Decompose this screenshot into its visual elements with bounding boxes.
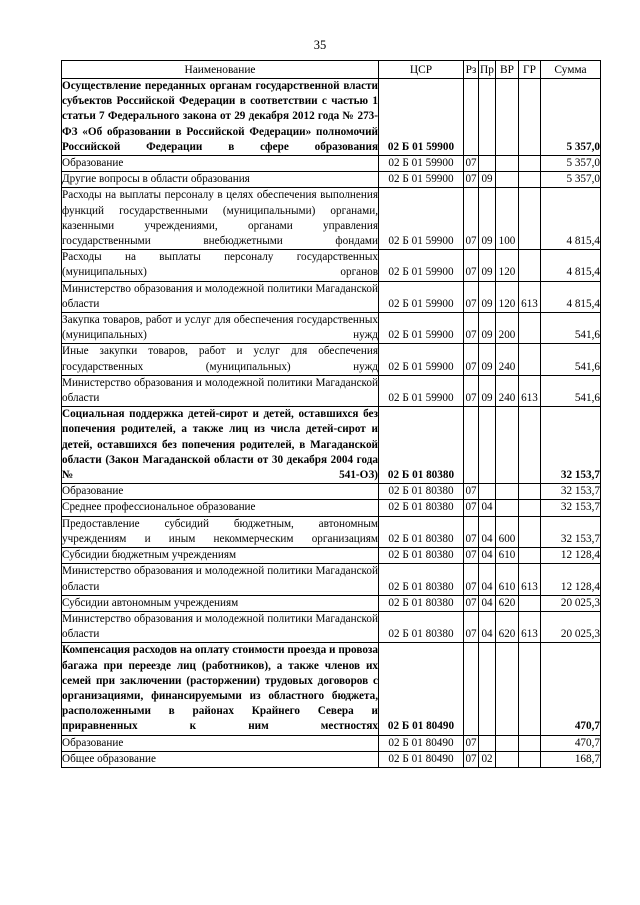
row-sum-cell: 5 357,0 — [541, 156, 601, 172]
table-row — [62, 500, 601, 516]
row-sum-cell: 4 815,4 — [541, 281, 601, 312]
row-sum-cell: 470,7 — [541, 735, 601, 751]
row-csr-cell: 02 Б 01 80490 — [379, 735, 464, 751]
row-rz-cell: 07 — [464, 500, 479, 516]
row-rz-cell: 07 — [464, 735, 479, 751]
row-name-cell: Социальная поддержка детей-сирот и детей, оставшихся без попечения родителей, а также лиц из числа детей-сирот и детей, оставшихся без попечения родителей, в Магаданской области (Закон Магаданской области от 30 декабря 2004 года № 541-ОЗ) — [62, 407, 379, 484]
row-gr-cell — [519, 156, 541, 172]
row-pr-cell: 04 — [479, 611, 496, 642]
row-pr-cell — [479, 407, 496, 484]
row-pr-cell — [479, 735, 496, 751]
row-name-cell: Министерство образования и молодежной политики Магаданской области — [62, 611, 379, 642]
table-row — [62, 643, 601, 735]
column-header-sum: Сумма — [541, 61, 601, 79]
row-csr-cell: 02 Б 01 59900 — [379, 375, 464, 406]
row-sum-cell: 4 815,4 — [541, 188, 601, 250]
row-csr-cell: 02 Б 01 80380 — [379, 500, 464, 516]
row-sum-cell: 20 025,3 — [541, 595, 601, 611]
table-row — [62, 751, 601, 767]
table-header-row — [62, 61, 601, 79]
row-gr-cell — [519, 751, 541, 767]
row-pr-cell: 09 — [479, 172, 496, 188]
row-pr-cell: 09 — [479, 313, 496, 344]
table-row — [62, 250, 601, 281]
row-name-cell: Другие вопросы в области образования — [62, 172, 379, 188]
table-row — [62, 516, 601, 547]
row-name-cell: Предоставление субсидий бюджетным, автономным учреждениям и иным некоммерческим организациям — [62, 516, 379, 547]
row-pr-cell: 09 — [479, 281, 496, 312]
row-pr-cell: 09 — [479, 375, 496, 406]
row-name-cell: Министерство образования и молодежной политики Магаданской области — [62, 375, 379, 406]
row-name-cell: Общее образование — [62, 751, 379, 767]
table-row — [62, 611, 601, 642]
row-gr-cell — [519, 344, 541, 375]
row-csr-cell: 02 Б 01 80490 — [379, 643, 464, 735]
row-sum-cell: 541,6 — [541, 313, 601, 344]
row-csr-cell: 02 Б 01 80380 — [379, 548, 464, 564]
row-rz-cell: 07 — [464, 313, 479, 344]
row-rz-cell: 07 — [464, 156, 479, 172]
table-body — [62, 79, 601, 768]
row-sum-cell: 32 153,7 — [541, 516, 601, 547]
row-pr-cell: 09 — [479, 188, 496, 250]
row-csr-cell: 02 Б 01 59900 — [379, 250, 464, 281]
row-vr-cell — [496, 156, 519, 172]
row-rz-cell: 07 — [464, 751, 479, 767]
row-csr-cell: 02 Б 01 59900 — [379, 156, 464, 172]
row-vr-cell — [496, 484, 519, 500]
row-sum-cell: 32 153,7 — [541, 484, 601, 500]
row-rz-cell — [464, 407, 479, 484]
row-gr-cell — [519, 500, 541, 516]
row-csr-cell: 02 Б 01 59900 — [379, 313, 464, 344]
row-vr-cell — [496, 500, 519, 516]
row-rz-cell: 07 — [464, 281, 479, 312]
row-pr-cell: 04 — [479, 564, 496, 595]
row-csr-cell: 02 Б 01 80380 — [379, 484, 464, 500]
row-sum-cell: 541,6 — [541, 344, 601, 375]
table-row — [62, 156, 601, 172]
row-gr-cell: 613 — [519, 611, 541, 642]
row-rz-cell — [464, 643, 479, 735]
row-vr-cell — [496, 172, 519, 188]
row-rz-cell: 07 — [464, 375, 479, 406]
table-row — [62, 188, 601, 250]
table-row — [62, 595, 601, 611]
row-name-cell: Субсидии автономным учреждениям — [62, 595, 379, 611]
row-gr-cell: 613 — [519, 564, 541, 595]
row-gr-cell: 613 — [519, 281, 541, 312]
row-vr-cell — [496, 407, 519, 484]
row-vr-cell: 100 — [496, 188, 519, 250]
row-sum-cell: 541,6 — [541, 375, 601, 406]
row-gr-cell — [519, 188, 541, 250]
row-rz-cell: 07 — [464, 595, 479, 611]
row-pr-cell: 09 — [479, 250, 496, 281]
row-vr-cell: 240 — [496, 375, 519, 406]
row-gr-cell — [519, 407, 541, 484]
row-rz-cell: 07 — [464, 484, 479, 500]
column-header-gr: ГР — [519, 61, 541, 79]
row-sum-cell: 12 128,4 — [541, 564, 601, 595]
row-vr-cell: 200 — [496, 313, 519, 344]
page-number: 35 — [313, 38, 327, 52]
row-sum-cell: 32 153,7 — [541, 500, 601, 516]
row-pr-cell: 04 — [479, 548, 496, 564]
row-csr-cell: 02 Б 01 80380 — [379, 407, 464, 484]
table-row — [62, 313, 601, 344]
row-name-cell: Министерство образования и молодежной политики Магаданской области — [62, 281, 379, 312]
row-pr-cell — [479, 79, 496, 156]
row-vr-cell: 120 — [496, 281, 519, 312]
row-sum-cell: 32 153,7 — [541, 407, 601, 484]
row-name-cell: Образование — [62, 484, 379, 500]
row-rz-cell: 07 — [464, 516, 479, 547]
row-name-cell: Образование — [62, 735, 379, 751]
table-row — [62, 79, 601, 156]
row-name-cell: Субсидии бюджетным учреждениям — [62, 548, 379, 564]
row-vr-cell: 120 — [496, 250, 519, 281]
table-row — [62, 484, 601, 500]
row-vr-cell — [496, 79, 519, 156]
budget-table — [61, 60, 601, 768]
row-sum-cell: 5 357,0 — [541, 79, 601, 156]
row-rz-cell — [464, 79, 479, 156]
row-name-cell: Расходы на выплаты персоналу в целях обеспечения выполнения функций государственными (муниципальными) органами, казенными учреждениями, органами управления государственными внебюджетными фондами — [62, 188, 379, 250]
row-gr-cell — [519, 516, 541, 547]
column-header-name: Наименование — [62, 61, 379, 79]
row-vr-cell: 600 — [496, 516, 519, 547]
row-gr-cell — [519, 735, 541, 751]
row-sum-cell: 5 357,0 — [541, 172, 601, 188]
row-name-cell: Министерство образования и молодежной политики Магаданской области — [62, 564, 379, 595]
row-vr-cell — [496, 643, 519, 735]
row-rz-cell: 07 — [464, 611, 479, 642]
row-gr-cell — [519, 643, 541, 735]
row-vr-cell — [496, 735, 519, 751]
row-vr-cell: 610 — [496, 564, 519, 595]
row-rz-cell: 07 — [464, 188, 479, 250]
row-pr-cell — [479, 156, 496, 172]
row-csr-cell: 02 Б 01 59900 — [379, 79, 464, 156]
table-row — [62, 172, 601, 188]
row-csr-cell: 02 Б 01 59900 — [379, 188, 464, 250]
row-vr-cell: 620 — [496, 611, 519, 642]
row-gr-cell — [519, 548, 541, 564]
table-row — [62, 548, 601, 564]
row-rz-cell: 07 — [464, 548, 479, 564]
row-csr-cell: 02 Б 01 80380 — [379, 516, 464, 547]
row-pr-cell: 04 — [479, 516, 496, 547]
column-header-rz: Рз — [464, 61, 479, 79]
row-csr-cell: 02 Б 01 80380 — [379, 611, 464, 642]
row-rz-cell: 07 — [464, 344, 479, 375]
row-csr-cell: 02 Б 01 59900 — [379, 172, 464, 188]
row-name-cell: Компенсация расходов на оплату стоимости проезда и провоза багажа при переезде лиц (работников), а также членов их семей при заключении (расторжении) трудовых договоров с организациями, финансируемыми из областного бюджета, расположенными в районах Крайнего Севера и приравненных к ним местностях — [62, 643, 379, 735]
row-sum-cell: 4 815,4 — [541, 250, 601, 281]
row-name-cell: Осуществление переданных органам государственной власти субъектов Российской Федерации в соответствии с частью 1 статьи 7 Федерального закона от 29 декабря 2012 года № 273-ФЗ «Об образовании в Российской Федерации» полномочий Российской Федерации в сфере образования — [62, 79, 379, 156]
row-gr-cell — [519, 79, 541, 156]
table-header — [62, 61, 601, 79]
row-pr-cell: 09 — [479, 344, 496, 375]
row-pr-cell: 02 — [479, 751, 496, 767]
row-name-cell: Расходы на выплаты персоналу государственных (муниципальных) органов — [62, 250, 379, 281]
row-csr-cell: 02 Б 01 59900 — [379, 281, 464, 312]
row-pr-cell — [479, 643, 496, 735]
table-row — [62, 407, 601, 484]
row-pr-cell — [479, 484, 496, 500]
row-csr-cell: 02 Б 01 80380 — [379, 564, 464, 595]
table-row — [62, 375, 601, 406]
row-vr-cell: 620 — [496, 595, 519, 611]
row-vr-cell: 240 — [496, 344, 519, 375]
column-header-csr: ЦСР — [379, 61, 464, 79]
table-row — [62, 344, 601, 375]
column-header-vr: ВР — [496, 61, 519, 79]
row-csr-cell: 02 Б 01 80380 — [379, 595, 464, 611]
row-gr-cell — [519, 595, 541, 611]
row-sum-cell: 12 128,4 — [541, 548, 601, 564]
row-csr-cell: 02 Б 01 80490 — [379, 751, 464, 767]
row-gr-cell — [519, 172, 541, 188]
row-vr-cell: 610 — [496, 548, 519, 564]
row-gr-cell — [519, 313, 541, 344]
row-gr-cell — [519, 484, 541, 500]
table-row — [62, 735, 601, 751]
row-csr-cell: 02 Б 01 59900 — [379, 344, 464, 375]
row-pr-cell: 04 — [479, 500, 496, 516]
row-gr-cell: 613 — [519, 375, 541, 406]
row-name-cell: Закупка товаров, работ и услуг для обеспечения государственных (муниципальных) нужд — [62, 313, 379, 344]
row-name-cell: Иные закупки товаров, работ и услуг для обеспечения государственных (муниципальных) нужд — [62, 344, 379, 375]
row-pr-cell: 04 — [479, 595, 496, 611]
row-rz-cell: 07 — [464, 564, 479, 595]
table-row — [62, 564, 601, 595]
row-name-cell: Среднее профессиональное образование — [62, 500, 379, 516]
row-name-cell: Образование — [62, 156, 379, 172]
column-header-pr: Пр — [479, 61, 496, 79]
row-rz-cell: 07 — [464, 250, 479, 281]
row-vr-cell — [496, 751, 519, 767]
row-gr-cell — [519, 250, 541, 281]
row-sum-cell: 470,7 — [541, 643, 601, 735]
row-sum-cell: 20 025,3 — [541, 611, 601, 642]
table-row — [62, 281, 601, 312]
row-sum-cell: 168,7 — [541, 751, 601, 767]
row-rz-cell: 07 — [464, 172, 479, 188]
